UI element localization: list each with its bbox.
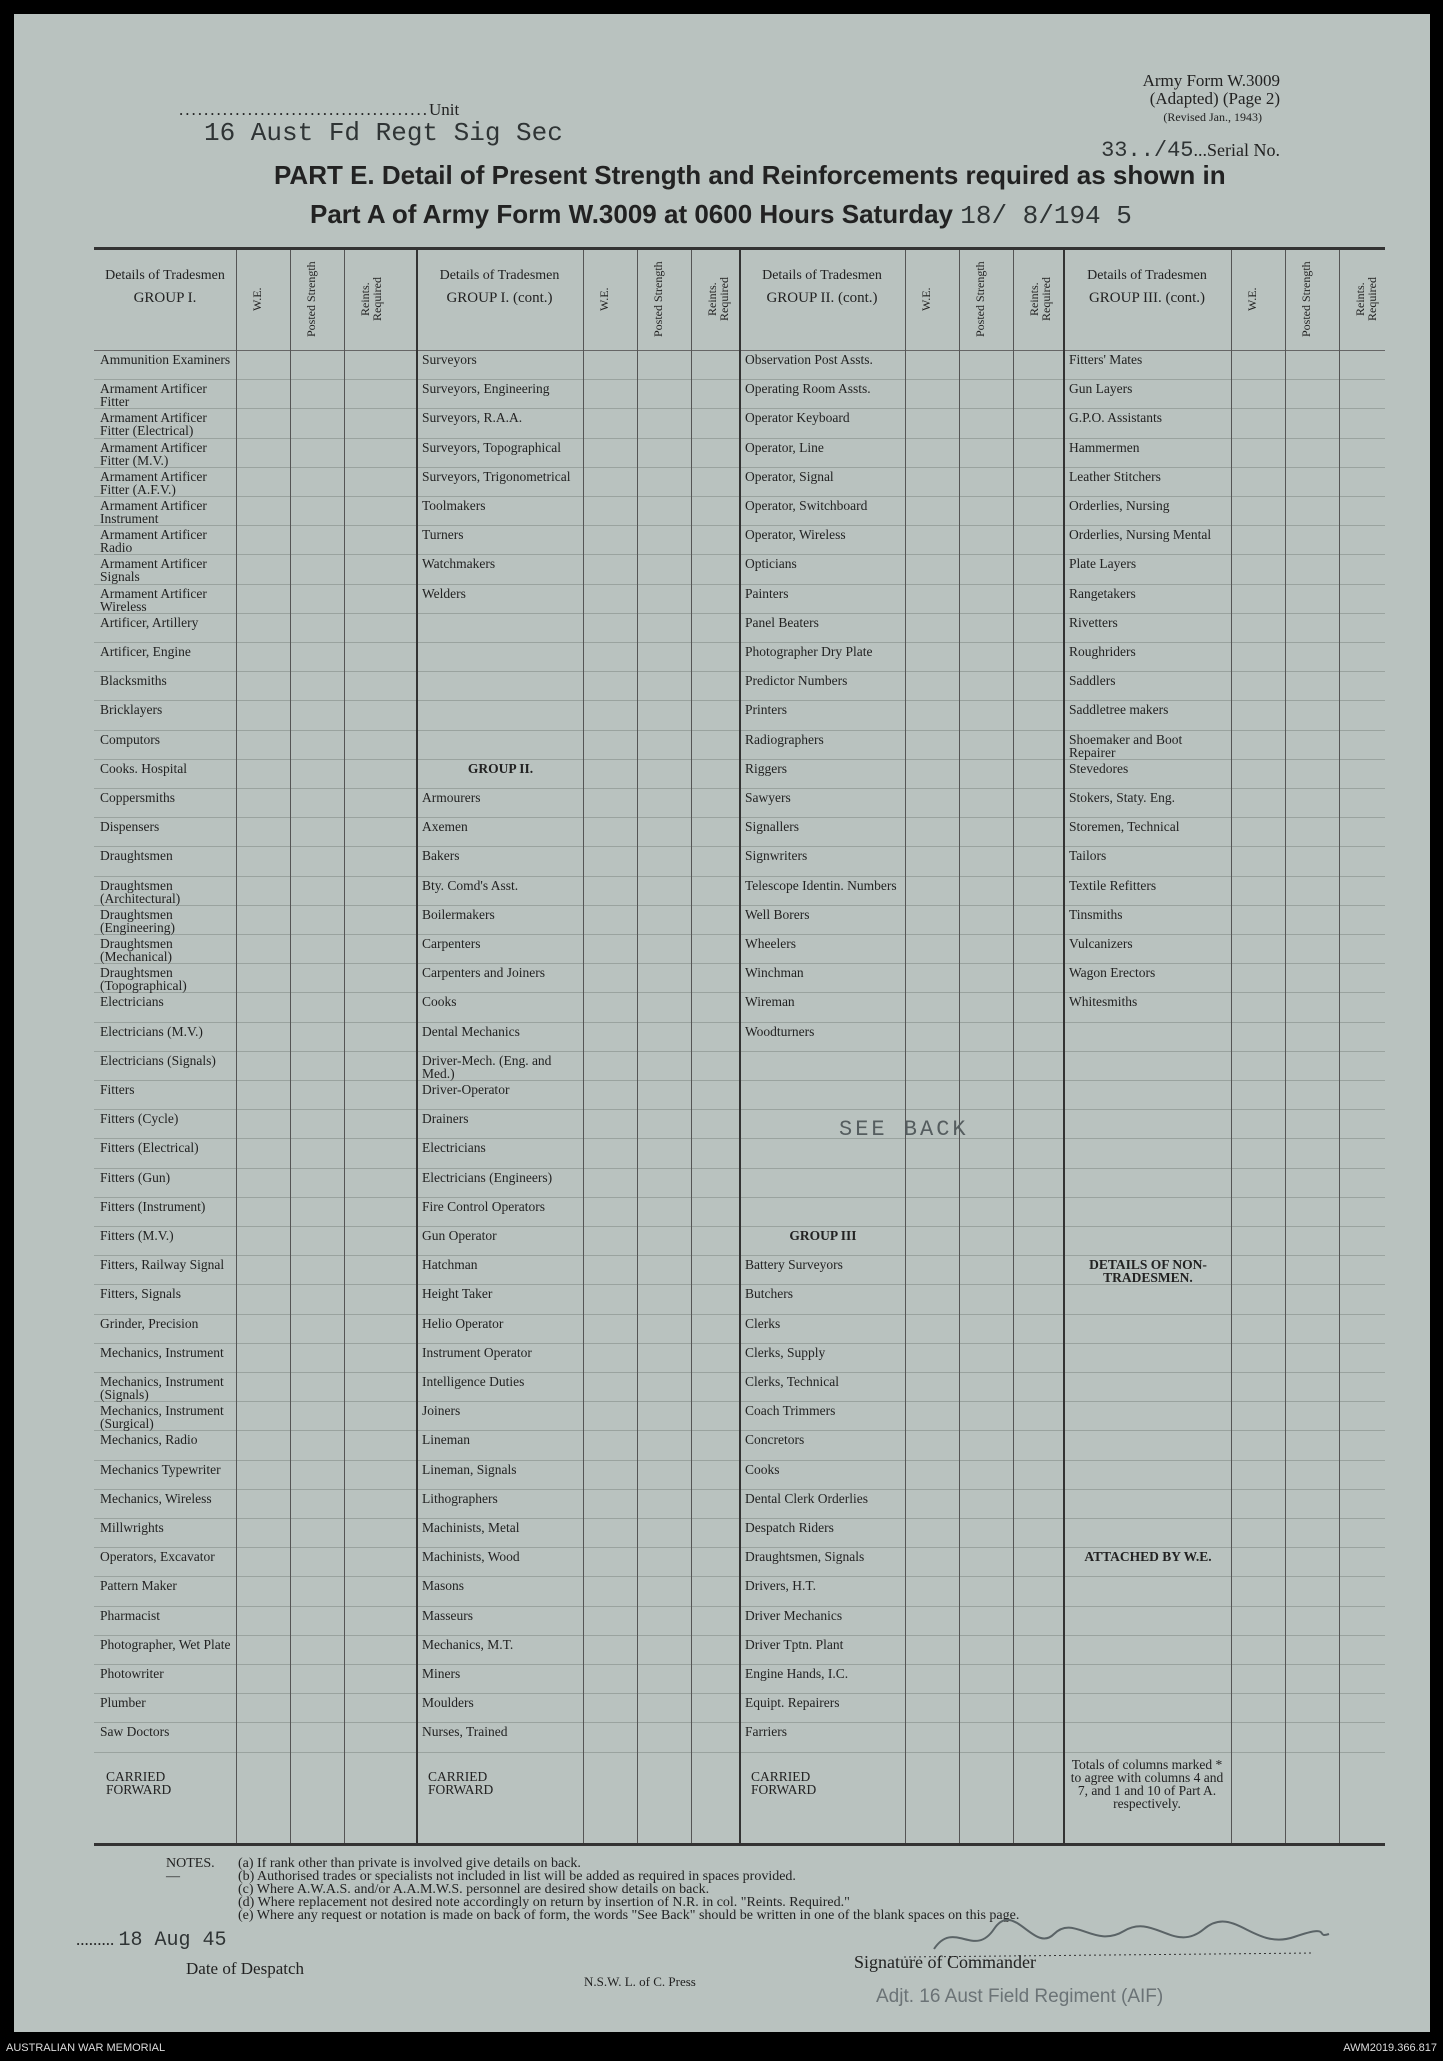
trade-name: Saddlers [1069,673,1116,689]
note-item: (c) Where A.W.A.S. and/or A.A.M.W.S. personnel are desired show details on back. [238,1882,710,1897]
trade-name: Opticians [745,556,797,572]
trade-name: Electricians (Engineers) [422,1169,553,1185]
note-item: (a) If rank other than private is involved give details on back. [238,1856,581,1871]
trade-name: Miners [422,1666,461,1681]
trade-name: Bricklayers [100,702,163,718]
trade-name: Draughtsmen (Topographical) [100,965,187,994]
trade-name: Gun Layers [1069,381,1133,397]
trade-name: Nurses, Trained [422,1724,508,1740]
trade-name: Engine Hands, I.C. [745,1666,849,1681]
trade-name: Mechanics Typewriter [100,1461,221,1477]
trade-name: Fitters' Mates [1069,352,1143,367]
trade-name: Observation Post Assts. [745,352,873,367]
press-mark: N.S.W. L. of C. Press [584,1974,696,1989]
trade-name: Computors [100,731,161,747]
trade-name: GROUP II. [467,760,534,776]
trade-name: Whitesmiths [1069,994,1138,1010]
notes-label: NOTES.— [166,1856,215,1884]
trade-name: Turners [422,527,464,543]
trade-name: Gun Operator [422,1228,497,1243]
trade-name: Printers [745,702,787,718]
column-divider [637,250,638,1843]
trade-name: Clerks, Supply [745,1344,826,1360]
column-header-posted: Posted Strength [651,261,665,337]
trade-name: Artificer, Artillery [100,614,199,630]
trade-name: Machinists, Wood [422,1549,520,1565]
column-divider [1339,250,1340,1843]
trade-name: Rivetters [1069,614,1118,630]
group-title: GROUP III. (cont.) [1088,290,1206,306]
trade-name: ATTACHED BY W.E. [1084,1549,1212,1565]
details-of-tradesmen: Details of Tradesmen [1087,268,1207,283]
trade-name: Plate Layers [1069,556,1137,572]
trade-name: Ammunition Examiners [100,352,231,367]
trade-name: Vulcanizers [1069,936,1133,951]
trade-name: Photographer Dry Plate [745,644,873,659]
trade-name: Draughtsmen (Engineering) [100,906,175,935]
title-line-2-text: Part A of Army Form W.3009 at 0600 Hours Saturday [310,199,953,229]
despatch-label: Date of Despatch [186,1959,305,1978]
trade-name: Painters [745,585,789,601]
trade-name: Fitters (Gun) [100,1169,171,1185]
trade-name: Boilermakers [422,906,495,922]
group-divider [1063,250,1065,1843]
column-header-reints: Reints. Required [1353,277,1379,321]
trade-name: Operating Room Assts. [745,381,871,397]
trade-name: Mechanics, Instrument (Surgical) [100,1403,224,1432]
signature-label: Signature of Commander [854,1952,1036,1972]
trade-name: Millwrights [100,1520,164,1535]
column-divider [1285,250,1286,1843]
trade-name: Tinsmiths [1069,906,1123,922]
trade-name: Driver-Mech. (Eng. and Med.) [422,1052,552,1081]
trade-name: Stokers, Staty. Eng. [1069,790,1175,805]
trade-name: Wheelers [745,936,796,951]
trade-name: Plumber [100,1695,146,1711]
trade-name: Photographer, Wet Plate [100,1636,231,1652]
details-of-tradesmen: Details of Tradesmen [439,268,560,283]
column-header-we: W.E. [919,287,933,311]
trade-name: Blacksmiths [100,673,167,689]
form-revised: (Revised Jan., 1943) [1163,110,1262,124]
trade-name: Equipt. Repairers [745,1695,840,1711]
date-of-despatch [76,1929,305,1978]
date-value[interactable]: 18/ 8/194 5 [960,201,1132,231]
trade-name: Armament Artificer Fitter [100,381,207,410]
trade-name: Stevedores [1069,760,1129,776]
trade-name: Fitters (Instrument) [100,1198,206,1214]
trade-name: Well Borers [745,906,810,922]
trade-name: Riggers [745,760,787,776]
trade-name: Driver Tptn. Plant [745,1636,844,1652]
trade-name: Draughtsmen [100,848,173,864]
trade-name: Armament Artificer Instrument [100,498,207,526]
trade-name: Surveyors, R.A.A. [422,410,523,426]
trade-name: Dental Clerk Orderlies [745,1490,868,1506]
trade-name: Fitters (Electrical) [100,1140,199,1156]
trade-name: Telescope Identin. Numbers [745,877,897,893]
trade-name: Electricians (M.V.) [100,1023,203,1039]
column-divider [1231,250,1232,1843]
trade-name: Instrument Operator [422,1344,532,1360]
trade-name: Leather Stitchers [1069,468,1161,484]
trade-name: Masseurs [422,1607,473,1623]
trade-name: Armourers [422,790,481,805]
trade-name: Operator, Switchboard [745,498,868,513]
despatch-value[interactable]: 18 Aug 45 [118,1929,227,1952]
column-header-we: W.E. [1245,287,1259,311]
trade-name: Welders [422,585,466,601]
trade-name: Armament Artificer Radio [100,527,207,556]
trade-name: Draughtsmen (Architectural) [100,877,181,906]
trade-name: G.P.O. Assistants [1069,410,1163,426]
trade-name: Electricians [422,1140,486,1156]
trade-name: Intelligence Duties [422,1374,525,1389]
trade-name: Fitters [100,1082,135,1097]
column-divider [959,250,960,1843]
note-item: (b) Authorised trades or specialists not included in list will be added as required in spaces provided. [238,1869,796,1884]
trade-name: Carpenters [422,936,481,951]
trade-name: Clerks, Technical [745,1374,840,1389]
trade-name: Lithographers [422,1490,498,1506]
trade-name: Axemen [422,819,468,835]
column-header-we: W.E. [250,287,264,311]
trade-name: Fitters, Signals [100,1286,182,1302]
column-divider [344,250,345,1843]
trade-name: Mechanics, Wireless [100,1490,212,1506]
trade-name: Surveyors, Engineering [422,381,550,397]
column-header-details [1063,268,1231,306]
trade-name: Textile Refitters [1069,877,1157,893]
trade-name: Saddletree makers [1069,702,1169,718]
unit-value[interactable]: 16 Aust Fd Regt Sig Sec [204,118,563,148]
form-identifier [1143,72,1280,126]
trade-name: Mechanics, Instrument [100,1344,224,1360]
trade-name: DETAILS OF NON-TRADESMEN. [1089,1257,1207,1286]
details-of-tradesmen: Details of Tradesmen [762,268,882,283]
trade-name: Clerks [745,1315,781,1331]
footer-right: AWM2019.366.817 [1343,2042,1437,2054]
trade-name: Tailors [1069,848,1107,864]
trade-name: Cooks [422,994,457,1010]
trade-name: Farriers [745,1724,787,1740]
trade-name: Carpenters and Joiners [422,965,545,981]
trade-name: Drivers, H.T. [745,1578,816,1594]
trade-name: Signallers [745,819,799,835]
trade-name: Orderlies, Nursing Mental [1069,527,1212,543]
tradesmen-table [94,247,1385,1846]
trade-name: Orderlies, Nursing [1069,498,1170,513]
trade-name: Surveyors, Trigonometrical [422,468,571,484]
trade-name: Grinder, Precision [100,1315,199,1331]
serial-value[interactable]: 33../45 [1101,138,1194,163]
trade-name: Photowriter [100,1666,164,1681]
unit-dots: ........................................ [179,100,429,119]
trade-name: Hatchman [422,1257,478,1273]
form-adapted: (Adapted) (Page 2) [1149,89,1280,108]
trade-name: Bakers [422,848,460,864]
group-title: GROUP I. (cont.) [446,290,553,306]
trade-name: Fitters, Railway Signal [100,1257,225,1273]
despatch-dots: ......... [76,1930,115,1949]
trade-name: Drainers [422,1111,469,1127]
trade-name: Roughriders [1069,644,1136,659]
column-divider [1013,250,1014,1843]
title-line-1: PART E. Detail of Present Strength and Reinforcements required as shown in [274,160,1226,190]
trade-name: Butchers [745,1286,793,1302]
unit-label: Unit [429,100,460,119]
serial-label: ...Serial No. [1193,140,1280,160]
carried-forward: CARRIED FORWARD [106,1768,172,1797]
trade-name: Concretors [745,1432,805,1448]
trade-name: Cooks [745,1461,780,1477]
trade-name: Bty. Comd's Asst. [422,877,519,893]
trade-name: Armament Artificer Signals [100,556,207,585]
column-divider [290,250,291,1843]
column-header-details [416,268,583,306]
trade-name: Toolmakers [422,498,486,513]
trade-name: Dispensers [100,819,160,835]
column-divider [691,250,692,1843]
column-header-posted: Posted Strength [973,261,987,337]
note-item: (d) Where replacement not desired note accordingly on return by insertion of N.R. in col. "Reints. Required." [238,1895,850,1910]
trade-name: Driver-Operator [422,1082,510,1097]
trade-name: Artificer, Engine [100,644,191,659]
archive-footer [0,2036,1443,2061]
trade-name: Wireman [745,994,795,1010]
trade-name: Watchmakers [422,556,496,572]
trade-name: Winchman [745,965,804,981]
column-divider [583,250,584,1843]
trade-name: Operators, Excavator [100,1549,215,1565]
trade-name: Wagon Erectors [1069,965,1156,981]
trade-name: Shoemaker and Boot Repairer [1069,731,1183,760]
trade-name: Mechanics, Radio [100,1432,198,1448]
footer-left: AUSTRALIAN WAR MEMORIAL [6,2042,166,2054]
trade-name: Pattern Maker [100,1578,177,1594]
trade-name: Joiners [422,1403,461,1419]
column-header-reints: Reints. Required [1027,277,1053,321]
column-header-details [739,268,905,306]
trade-name: Storemen, Technical [1069,819,1180,835]
column-divider [236,250,237,1843]
see-back-stamp: SEE BACK [839,1117,969,1143]
form-name: Army Form W.3009 [1142,71,1280,90]
column-header-posted: Posted Strength [1299,261,1313,337]
trade-name: Operator Keyboard [745,410,850,426]
trade-name: Helio Operator [422,1315,504,1331]
trade-name: Hammermen [1069,439,1140,455]
trade-name: Driver Mechanics [745,1607,843,1623]
note-item: (e) Where any request or notation is made on back of form, the words "See Back" should be written in one of the blank spaces on this page. [238,1908,1020,1923]
trade-name: Armament Artificer Fitter (A.F.V.) [100,468,207,497]
trade-name: Fitters (M.V.) [100,1228,174,1243]
trade-name: Machinists, Metal [422,1520,520,1535]
column-header-details [94,268,236,306]
trade-name: Woodturners [745,1023,815,1039]
trade-name: Predictor Numbers [745,673,848,689]
column-header-we: W.E. [597,287,611,311]
trade-name: Rangetakers [1069,585,1136,601]
totals-note: Totals of columns marked * to agree with columns 4 and 7, and 1 and 10 of Part A. respectively. [1070,1756,1224,1811]
title-line-2 [310,199,1132,231]
group-divider [416,250,418,1843]
carried-forward: CARRIED FORWARD [428,1768,494,1797]
trade-name: Dental Mechanics [422,1023,520,1039]
trade-name: Saw Doctors [100,1724,170,1740]
trade-name: Surveyors, Topographical [422,439,562,455]
carried-forward: CARRIED FORWARD [751,1768,817,1797]
column-header-reints: Reints. Required [705,277,731,321]
trade-name: Operator, Line [745,439,824,455]
trade-name: Moulders [422,1695,474,1711]
column-divider [905,250,906,1843]
trade-name: Armament Artificer Fitter (Electrical) [100,410,207,439]
trade-name: Coach Trimmers [745,1403,836,1419]
trade-name: Armament Artificer Wireless [100,585,207,614]
trade-name: Battery Surveyors [745,1257,843,1273]
trade-name: Lineman [422,1432,470,1448]
trade-name: Operator, Wireless [745,527,846,543]
group-divider [739,250,741,1843]
trade-name: Pharmacist [100,1607,160,1623]
unit-line [179,100,459,120]
column-header-posted: Posted Strength [304,261,318,337]
trade-name: Height Taker [422,1286,493,1302]
trade-name: Panel Beaters [745,614,819,630]
form-sheet [14,14,1430,2032]
trade-name: Operator, Signal [745,468,834,484]
group-title: GROUP II. (cont.) [766,290,878,306]
trade-name: Despatch Riders [745,1520,834,1535]
trade-name: Lineman, Signals [422,1461,517,1477]
trade-name: Surveyors [422,352,477,367]
trade-name: Fitters (Cycle) [100,1111,179,1127]
signature-stamp: Adjt. 16 Aust Field Regiment (AIF) [876,1986,1164,2007]
trade-name: Radiographers [745,731,824,747]
trade-name: Coppersmiths [100,790,176,805]
trade-name: Armament Artificer Fitter (M.V.) [100,439,207,468]
trade-name: Draughtsmen (Mechanical) [100,936,173,964]
trade-name: Signwriters [745,848,808,864]
trade-name: Draughtsmen, Signals [745,1549,865,1565]
column-header-reints: Reints. Required [358,277,384,321]
trade-name: Mechanics, Instrument (Signals) [100,1374,224,1402]
trade-name: Electricians [100,994,164,1010]
trade-name: Masons [422,1578,465,1594]
trade-name: Mechanics, M.T. [422,1636,514,1652]
group-title: GROUP I. [133,290,197,306]
trade-name: Electricians (Signals) [100,1052,216,1068]
trade-name: Fire Control Operators [422,1198,545,1214]
trade-name: GROUP III [789,1228,857,1243]
details-of-tradesmen: Details of Tradesmen [105,268,225,283]
trade-name: Cooks. Hospital [100,760,188,776]
trade-name: Sawyers [745,790,791,805]
